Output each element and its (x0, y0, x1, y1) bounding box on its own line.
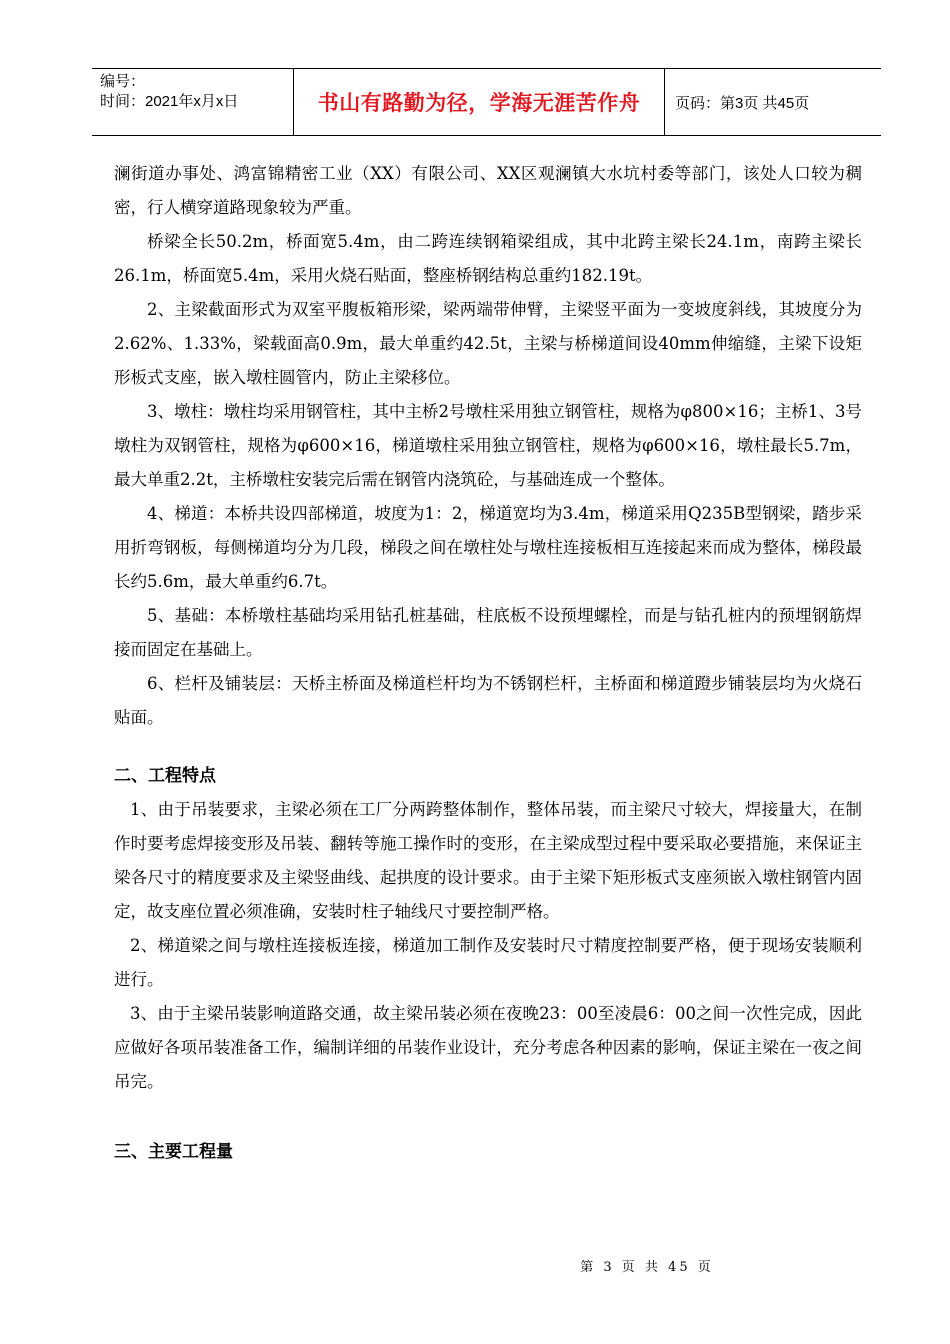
page-footer (0, 1256, 950, 1275)
header-page-code: 页码：第3页 共45页 (675, 94, 810, 112)
paragraph-intro-continued: 澜街道办事处、鸿富锦精密工业（XX）有限公司、XX区观澜镇大水坑村委等部门，该处人口较为稠密，行人横穿道路现象较为严重。 (114, 164, 862, 217)
paragraph-railing: 6、栏杆及铺装层：天桥主桥面及梯道栏杆均为不锈钢栏杆，主桥面和梯道蹬步铺装层均为火烧石贴面。 (114, 674, 862, 727)
paragraph-feature-3: 3、由于主梁吊装影响道路交通，故主梁吊装必须在夜晚23：00至凌晨6：00之间一次性完成，因此应做好各项吊装准备工作，编制详细的吊装作业设计，充分考虑各种因素的影响，保证主梁在一夜之间吊完。 (114, 1004, 862, 1091)
footer-page-number: 第 3 页 共 45 页 (580, 1260, 714, 1275)
paragraph-feature-2: 2、梯道梁之间与墩柱连接板连接，梯道加工制作及安装时尺寸精度控制要严格，便于现场安装顺利进行。 (114, 936, 862, 989)
document-body (114, 157, 862, 1169)
header-meta (92, 69, 294, 135)
paragraph-stairways: 4、梯道：本桥共设四部梯道，坡度为1：2，梯道宽均为3.4m，梯道采用Q235B型钢梁，踏步采用折弯钢板，每侧梯道均分为几段，梯段之间在墩柱处与墩柱连接板相互连接起来而成为整体，梯段最长约5.6m，最大单重约6.7t。 (114, 504, 862, 591)
page-header (92, 68, 881, 136)
header-motto: 书山有路勤为径，学海无涯苦作舟 (317, 91, 641, 115)
paragraph-piers: 3、墩柱：墩柱均采用钢管柱，其中主桥2号墩柱采用独立钢管柱，规格为φ800×16；主桥1、3号墩柱为双钢管柱，规格为φ600×16，梯道墩柱采用独立钢管柱，规格为φ600×16，墩柱最长5.7m，最大单重2.2t，主桥墩柱安装完后需在钢管内浇筑砼，与基础连成一个整体。 (114, 402, 862, 489)
paragraph-foundation: 5、基础：本桥墩柱基础均采用钻孔桩基础，柱底板不设预埋螺栓，而是与钻孔桩内的预埋钢筋焊接而固定在基础上。 (114, 606, 862, 659)
paragraph-main-beam: 2、主梁截面形式为双室平腹板箱形梁，梁两端带伸臂，主梁竖平面为一变坡度斜线，其坡度分为2.62%、1.33%，梁载面高0.9m，最大单重约42.5t，主梁与桥梯道间设40mm伸缩缝，主梁下设矩形板式支座，嵌入墩柱圆管内，防止主梁移位。 (114, 300, 862, 387)
header-number-label: 编号： (100, 73, 146, 90)
section-heading-quantities: 三、主要工程量 (114, 1142, 233, 1162)
header-motto-cell (294, 69, 665, 135)
paragraph-bridge-overview: 桥梁全长50.2m，桥面宽5.4m，由二跨连续钢箱梁组成，其中北跨主梁长24.1m，南跨主梁长26.1m，桥面宽5.4m，采用火烧石贴面，整座桥钢结构总重约182.19t。 (114, 232, 862, 285)
header-time-label: 时间：2021年x月x日 (100, 93, 239, 110)
section-heading-features: 二、工程特点 (114, 766, 216, 786)
paragraph-feature-1: 1、由于吊装要求，主梁必须在工厂分两跨整体制作，整体吊装，而主梁尺寸较大，焊接量大，在制作时要考虑焊接变形及吊装、翻转等施工操作时的变形，在主梁成型过程中要采取必要措施，来保证主梁各尺寸的精度要求及主梁竖曲线、起拱度的设计要求。由于主梁下矩形板式支座须嵌入墩柱钢管内固定，故支座位置必须准确，安装时柱子轴线尺寸要控制严格。 (114, 800, 862, 921)
